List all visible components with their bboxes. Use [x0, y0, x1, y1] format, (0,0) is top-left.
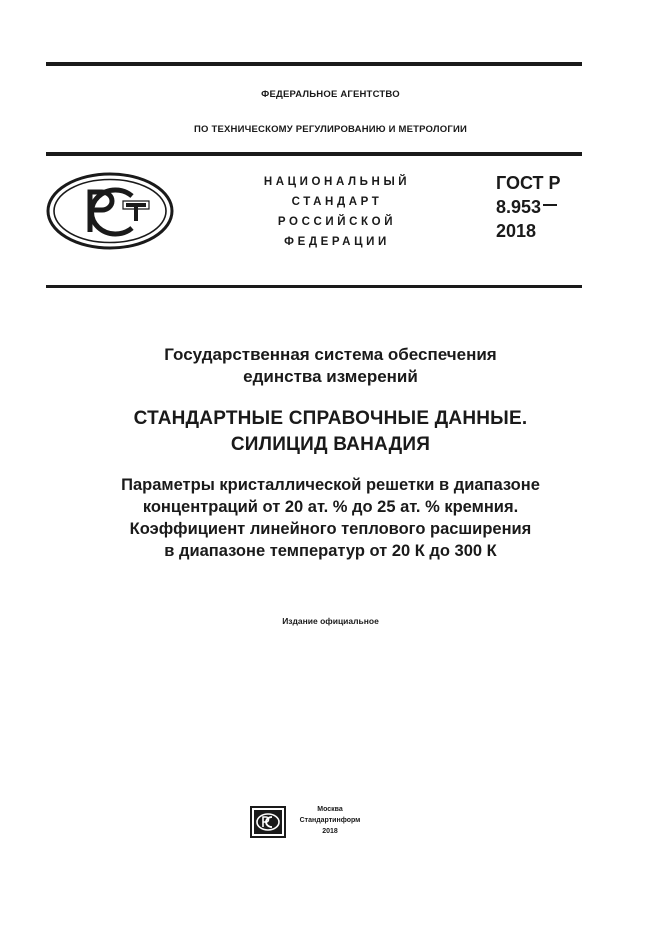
gost-designation — [496, 171, 586, 243]
header-divider-rule — [46, 152, 582, 156]
publisher-year: 2018 — [322, 828, 338, 835]
national-line-1: НАЦИОНАЛЬНЫЙ — [263, 176, 411, 188]
bottom-header-rule — [46, 285, 582, 288]
gost-r-logo-icon — [46, 172, 174, 250]
national-line-2: СТАНДАРТ — [291, 196, 383, 208]
agency-line-1: ФЕДЕРАЛЬНОЕ АГЕНТСТВО — [261, 89, 400, 100]
publisher-info — [290, 804, 370, 837]
gost-number-line — [496, 195, 586, 219]
edition-label: Издание официальное — [282, 616, 379, 626]
national-line-4: ФЕДЕРАЦИИ — [284, 236, 390, 248]
title-line-2: СИЛИЦИД ВАНАДИЯ — [230, 434, 431, 455]
gost-line-1: ГОСТ Р — [496, 173, 561, 193]
subtitle-line-1: Параметры кристаллической решетки в диапазоне — [121, 476, 540, 494]
title-line-1: СТАНДАРТНЫЕ СПРАВОЧНЫЕ ДАННЫЕ. — [133, 408, 528, 429]
series-line-1: Государственная система обеспечения — [164, 345, 497, 364]
gost-dash — [543, 204, 557, 206]
publisher-name: Стандартинформ — [299, 817, 361, 824]
national-line-3: РОССИЙСКОЙ — [277, 216, 397, 228]
series-line-2: единства измерений — [243, 367, 418, 386]
subtitle-line-4: в диапазоне температур от 20 К до 300 К — [164, 542, 497, 560]
publisher-city: Москва — [317, 806, 343, 813]
gost-number: 8.953 — [496, 197, 542, 217]
gost-year: 2018 — [496, 221, 537, 241]
subtitle-line-3: Коэффициент линейного теплового расширения — [129, 520, 532, 538]
subtitle-line-2: концентраций от 20 ат. % до 25 ат. % кремния. — [142, 498, 519, 516]
agency-line-2: ПО ТЕХНИЧЕСКОМУ РЕГУЛИРОВАНИЮ И МЕТРОЛОГИИ — [194, 124, 467, 135]
top-rule — [46, 62, 582, 66]
national-standard-label — [222, 172, 452, 252]
standartinform-logo-icon — [250, 806, 286, 838]
